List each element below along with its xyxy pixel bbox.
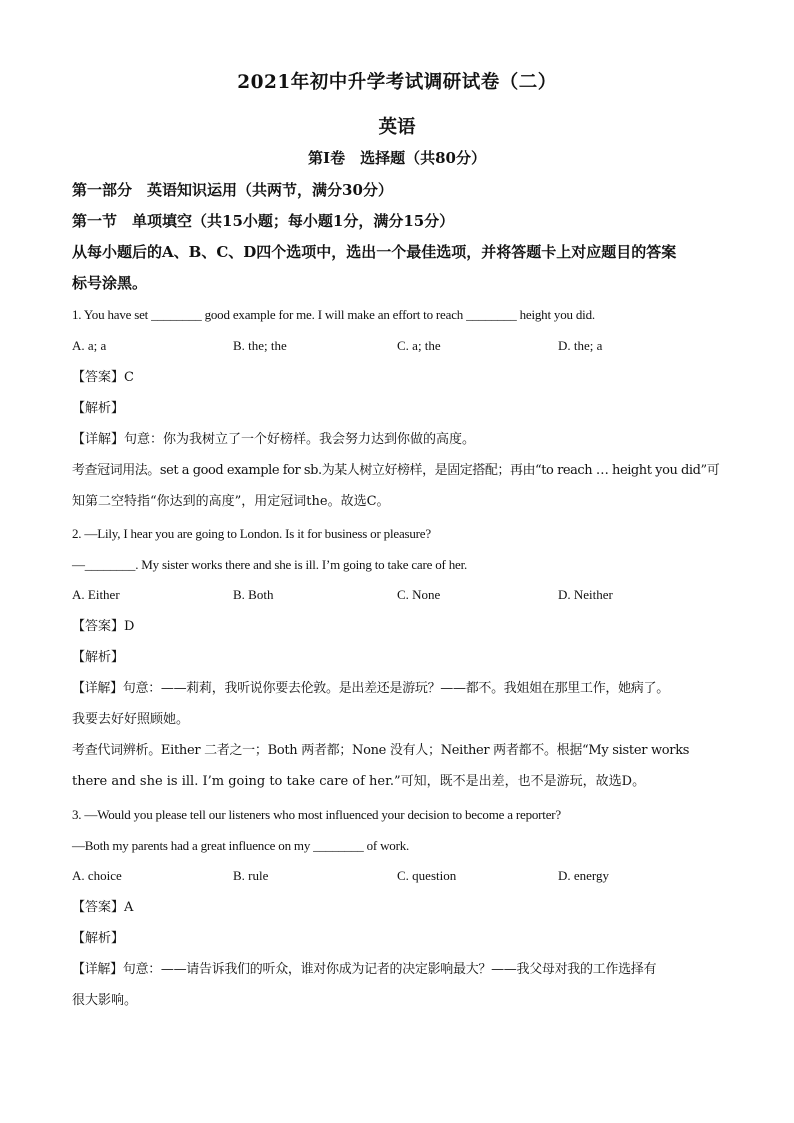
question-3-option-c: C. question — [397, 868, 457, 883]
question-2-option-c: C. None — [397, 587, 441, 602]
question-1-option-c: C. a; the — [397, 338, 441, 353]
part-one-heading: 第一部分 英语知识运用（共两节，满分30分） — [72, 181, 393, 199]
exam-title: 2021年初中升学考试调研试卷（二） — [237, 72, 557, 93]
question-2-stem-line: 2. —Lily, I hear you are going to London. Is it for business or pleasure? — [72, 526, 431, 541]
question-3-detail-line: 很大影响。 — [72, 993, 138, 1008]
question-2-detail-line: there and she is ill. I’m going to take care of her.”可知，既不是出差，也不是游玩，故选D。 — [72, 774, 646, 789]
question-1-answer: 【答案】C — [72, 370, 134, 385]
question-2-answer: 【答案】D — [72, 619, 135, 634]
question-1-analysis-label: 【解析】 — [72, 401, 125, 416]
question-2-option-d: D. Neither — [558, 587, 613, 602]
question-3-option-d: D. energy — [558, 868, 610, 883]
question-2-option-b: B. Both — [233, 587, 274, 602]
subject-heading: 英语 — [378, 117, 416, 138]
volume-heading: 第I卷 选择题（共80分） — [308, 149, 486, 167]
question-2-option-a: A. Either — [72, 587, 120, 602]
question-2-stem-line: —________. My sister works there and she is ill. I’m going to take care of her. — [72, 557, 468, 572]
question-2-detail-line: 我要去好好照顾她。 — [72, 712, 190, 727]
question-3-answer: 【答案】A — [72, 900, 134, 915]
question-1-detail-line: 考查冠词用法。set a good example for sb.为某人树立好榜样，是固定搭配；再由“to reach … height you did”可 — [72, 463, 720, 478]
question-2-analysis-label: 【解析】 — [72, 650, 125, 665]
question-3-analysis-label: 【解析】 — [72, 931, 125, 946]
question-1-detail-line: 知第二空特指“你达到的高度”，用定冠词the。故选C。 — [72, 494, 390, 509]
instruction-line-1: 从每小题后的A、B、C、D四个选项中，选出一个最佳选项，并将答题卡上对应题目的答案 — [72, 243, 677, 261]
question-1-option-a: A. a; a — [72, 338, 107, 353]
question-3-option-a: A. choice — [72, 868, 122, 883]
question-3-detail-line: 【详解】句意：——请告诉我们的听众，谁对你成为记者的决定影响最大？——我父母对我的工作选择有 — [72, 962, 657, 977]
question-2-detail-line: 【详解】句意：——莉莉，我听说你要去伦敦。是出差还是游玩？——都不。我姐姐在那里工作，她病了。 — [72, 681, 669, 696]
question-3-option-b: B. rule — [233, 868, 269, 883]
question-3-stem-line: —Both my parents had a great influence on my ________ of work. — [72, 838, 410, 853]
question-3-stem-line: 3. —Would you please tell our listeners who most influenced your decision to become a reporter? — [72, 807, 561, 822]
question-2-detail-line: 考查代词辨析。Either 二者之一；Both 两者都；None 没有人；Neither 两者都不。根据“My sister works — [72, 743, 690, 758]
question-1-stem: 1. You have set ________ good example for me. I will make an effort to reach ________ height you did. — [72, 307, 595, 322]
instruction-line-2: 标号涂黑。 — [72, 274, 148, 292]
question-1-option-b: B. the; the — [233, 338, 287, 353]
section-one-heading: 第一节 单项填空（共15小题；每小题1分，满分15分） — [72, 212, 455, 230]
question-1-detail-line: 【详解】句意：你为我树立了一个好榜样。我会努力达到你做的高度。 — [72, 432, 476, 447]
question-1-option-d: D. the; a — [558, 338, 603, 353]
